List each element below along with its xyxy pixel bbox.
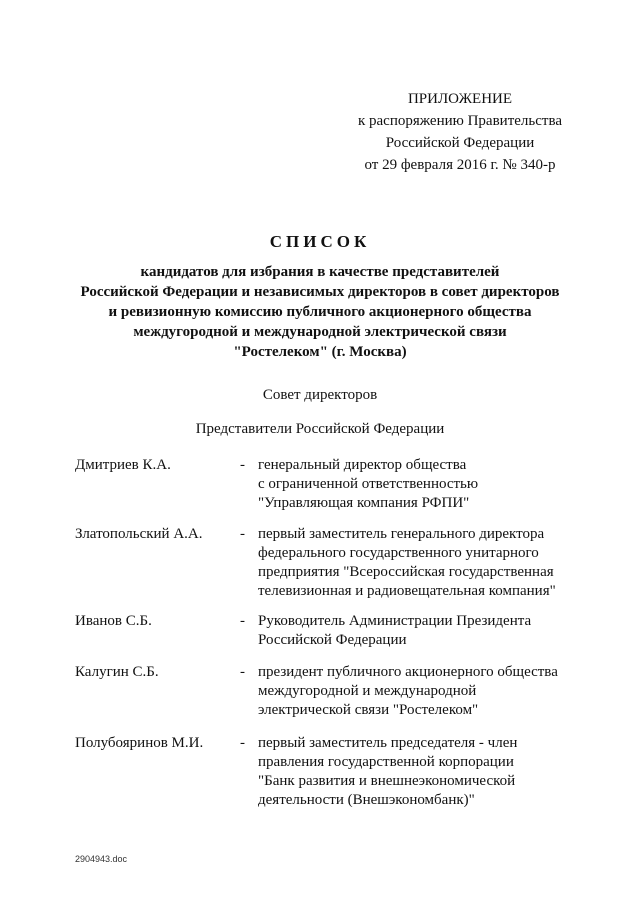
candidate-position — [258, 456, 598, 513]
entry-dash: - — [240, 526, 245, 542]
appendix-order-ref: к распоряжению Правительства — [357, 113, 562, 129]
section-heading-representatives: Представители Российской Федерации — [195, 421, 445, 437]
entry-dash: - — [240, 664, 245, 680]
position-line: электрической связи "Ростелеком" — [258, 702, 479, 718]
candidate-name: Дмитриев К.А. — [75, 457, 171, 473]
candidate-position — [258, 612, 598, 650]
position-line: первый заместитель председателя - член — [258, 735, 518, 751]
appendix-header — [330, 88, 590, 176]
position-line: с ограниченной ответственностью — [258, 476, 479, 492]
document-title: СПИСОК — [269, 232, 371, 251]
position-line: президент публичного акционерного общества — [258, 664, 558, 680]
document-subtitle — [0, 262, 640, 362]
candidate-name: Калугин С.Б. — [75, 664, 159, 680]
section-heading-board: Совет директоров — [262, 387, 378, 403]
entry-dash: - — [240, 613, 245, 629]
position-line: "Банк развития и внешнеэкономической — [258, 773, 516, 789]
candidate-position — [258, 663, 598, 720]
candidate-position — [258, 525, 598, 601]
file-reference: 2904943.doc — [75, 854, 128, 864]
position-line: междугородной и международной — [258, 683, 477, 699]
subtitle-line: Российской Федерации и независимых директоров в совет директоров — [80, 284, 560, 300]
position-line: телевизионная и радиовещательная компания" — [258, 583, 556, 599]
position-line: Руководитель Администрации Президента — [258, 613, 532, 629]
subtitle-line: кандидатов для избрания в качестве представителей — [140, 264, 500, 280]
position-line: правления государственной корпорации — [258, 754, 514, 770]
subtitle-line: междугородной и международной электрической связи — [133, 324, 507, 340]
subtitle-line: "Ростелеком" (г. Москва) — [233, 344, 407, 360]
position-line: предприятия "Всероссийская государственная — [258, 564, 554, 580]
position-line: федерального государственного унитарного — [258, 545, 539, 561]
appendix-government: Российской Федерации — [385, 135, 535, 151]
position-line: генеральный директор общества — [258, 457, 467, 473]
candidate-name: Полубояринов М.И. — [75, 735, 204, 751]
candidate-position — [258, 734, 598, 810]
entry-dash: - — [240, 735, 245, 751]
candidate-name: Златопольский А.А. — [75, 526, 203, 542]
position-line: "Управляющая компания РФПИ" — [258, 495, 470, 511]
position-line: первый заместитель генерального директора — [258, 526, 545, 542]
candidate-name: Иванов С.Б. — [75, 613, 152, 629]
position-line: Российской Федерации — [258, 632, 407, 648]
subtitle-line: и ревизионную комиссию публичного акционерного общества — [108, 304, 532, 320]
entry-dash: - — [240, 457, 245, 473]
appendix-label: ПРИЛОЖЕНИЕ — [407, 91, 513, 107]
position-line: деятельности (Внешэкономбанк)" — [258, 792, 475, 808]
appendix-date-number: от 29 февраля 2016 г. № 340-р — [364, 157, 556, 173]
